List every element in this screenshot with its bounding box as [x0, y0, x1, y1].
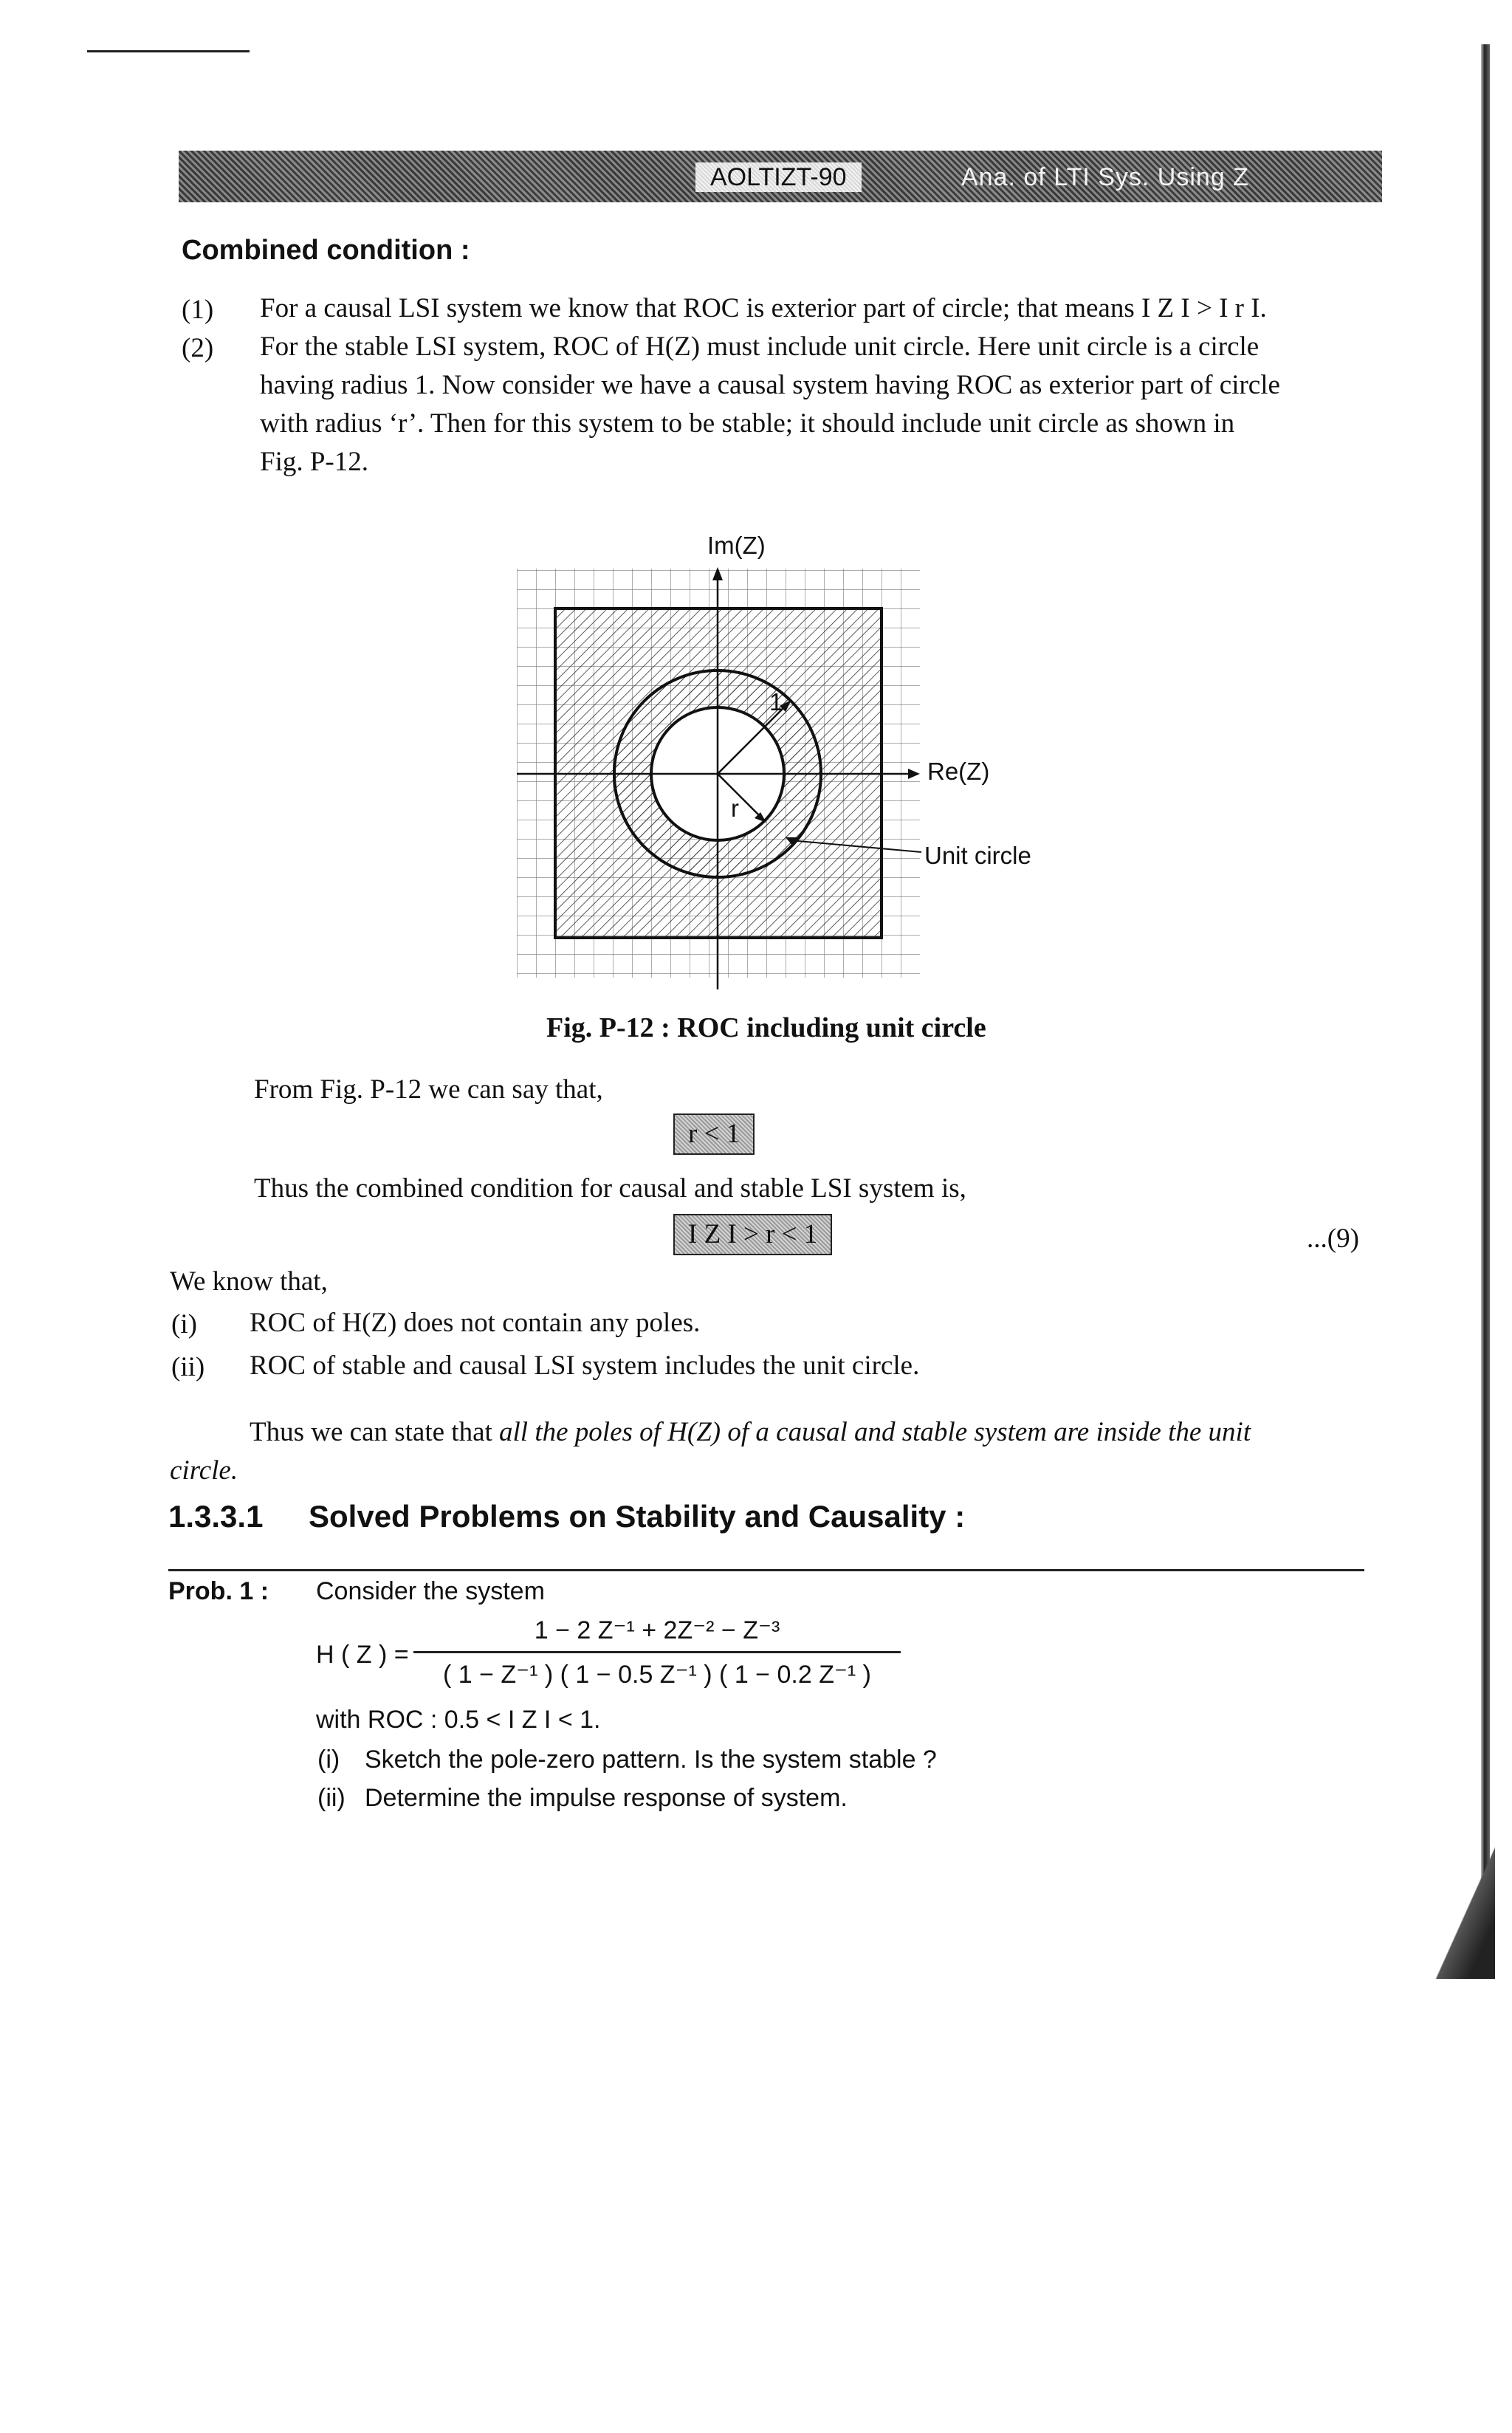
equation-number: ...(9)	[1307, 1224, 1359, 1254]
imag-axis-label: Im(Z)	[707, 532, 766, 559]
label-one: 1	[769, 688, 783, 716]
item-line: For the stable LSI system, ROC of H(Z) must include unit circle. Here unit circle is a circle	[260, 332, 1260, 362]
page-edge-shadow	[1481, 44, 1490, 1964]
conclusion-italic: all the poles of H(Z) of a causal and stable system are inside the unit	[499, 1417, 1251, 1447]
item-line: For a causal LSI system we know that ROC is exterior part of circle; that means I Z I > I r I.	[260, 293, 1267, 323]
transfer-function-numerator: 1 − 2 Z⁻¹ + 2Z⁻² − Z⁻³	[534, 1616, 780, 1644]
transfer-function-lhs: H ( Z ) =	[316, 1641, 409, 1669]
box-r-less-than-one	[673, 1113, 755, 1155]
header-running-title: Ana. of LTI Sys. Using Z	[961, 163, 1249, 191]
section-rule	[168, 1569, 1364, 1571]
box-r-text: r < 1	[673, 1113, 755, 1155]
roc-figure	[517, 532, 1048, 989]
transfer-function-denominator: ( 1 − Z⁻¹ ) ( 1 − 0.5 Z⁻¹ ) ( 1 − 0.2 Z⁻¹ )	[442, 1661, 871, 1689]
scan-rule	[87, 50, 250, 52]
fraction-bar	[413, 1651, 901, 1653]
roc-condition: with ROC : 0.5 < I Z I < 1.	[316, 1706, 601, 1734]
item-number: (2)	[182, 333, 214, 363]
fact-number: (i)	[171, 1309, 197, 1339]
part-text: Sketch the pole-zero pattern. Is the system stable ?	[365, 1746, 937, 1774]
fact-text: ROC of stable and causal LSI system includes the unit circle.	[250, 1351, 920, 1381]
section-number: 1.3.3.1	[168, 1499, 264, 1534]
unit-circle-label: Unit circle	[924, 842, 1031, 869]
conclusion-italic-end: circle.	[170, 1455, 238, 1486]
fact-number: (ii)	[171, 1352, 205, 1382]
real-axis-label: Re(Z)	[927, 758, 990, 785]
item-number: (1)	[182, 295, 214, 325]
item-text	[260, 328, 1382, 481]
page-edge-artifact	[1429, 1831, 1495, 1979]
part-text: Determine the impulse response of system.	[365, 1784, 848, 1812]
item-line: with radius ‘r’. Then for this system to be stable; it should include unit circle as shown in	[260, 408, 1235, 439]
combined-condition-text: Thus the combined condition for causal and stable LSI system is,	[254, 1173, 966, 1204]
box-combined-text: I Z I > r < 1	[673, 1214, 832, 1255]
header-code: AOLTIZT-90	[695, 162, 862, 192]
figure-caption: Fig. P-12 : ROC including unit circle	[546, 1012, 986, 1043]
fact-text: ROC of H(Z) does not contain any poles.	[250, 1308, 701, 1338]
conclusion-paragraph	[170, 1413, 1373, 1490]
item-text	[260, 289, 1382, 328]
part-number: (i)	[317, 1746, 340, 1774]
section-title: Solved Problems on Stability and Causality :	[309, 1499, 966, 1534]
running-header	[179, 151, 1382, 202]
item-line: having radius 1. Now consider we have a causal system having ROC as exterior part of circle	[260, 370, 1280, 400]
problem-label: Prob. 1 :	[168, 1577, 269, 1605]
item-line: Fig. P-12.	[260, 447, 369, 477]
problem-intro: Consider the system	[316, 1577, 545, 1605]
from-fig-text: From Fig. P-12 we can say that,	[254, 1074, 603, 1105]
box-combined-condition	[673, 1214, 832, 1255]
conclusion-prefix: Thus we can state that	[250, 1417, 500, 1447]
label-r: r	[731, 795, 739, 822]
combined-condition-heading: Combined condition :	[182, 235, 470, 266]
we-know-text: We know that,	[170, 1266, 328, 1297]
part-number: (ii)	[317, 1784, 346, 1812]
